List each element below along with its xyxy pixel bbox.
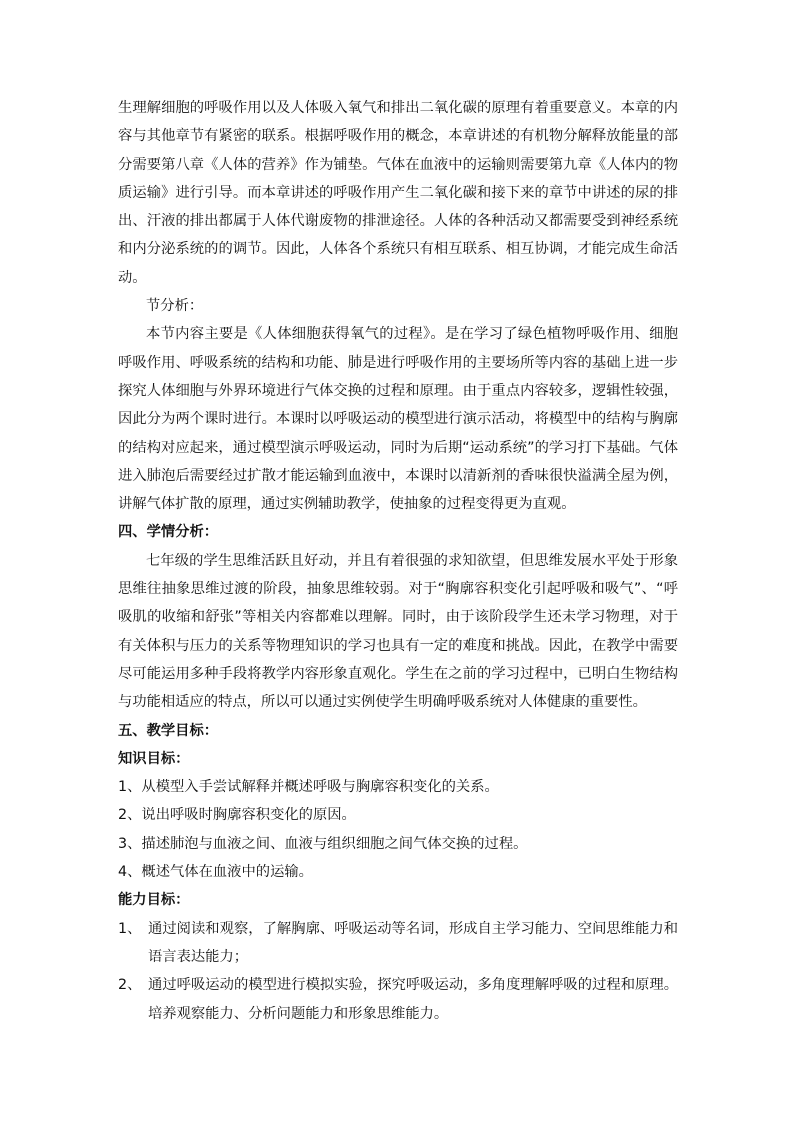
list-item bbox=[118, 773, 678, 801]
list-item bbox=[118, 801, 678, 829]
heading-learner-analysis: 四、学情分析： bbox=[118, 524, 219, 541]
learner-analysis-paragraph: 七年级的学生思维活跃且好动，并且有着很强的求知欲望，但思维发展水平处于形象思维往抽象思维过渡的阶段，抽象思维较弱。对于“胸廓容积变化引起呼吸和吸气”、“呼吸肌的收缩和舒张”等相关内容都难以理解。同时，由于该阶段学生还未学习物理，对于有关体积与压力的关系等物理知识的学习也具有一定的难度和挑战。因此，在教学中需要尽可能运用多种手段将教学内容形象直观化。学生在之前的学习过程中，已明白生物结构与功能相适应的特点，所以可以通过实例使学生明确呼吸系统对人体健康的重要性。 bbox=[118, 552, 678, 711]
list-item-number: 1、 bbox=[118, 920, 142, 937]
knowledge-goals-list bbox=[118, 773, 678, 886]
list-item bbox=[118, 915, 678, 972]
list-item-number: 4、 bbox=[118, 864, 142, 881]
list-item-number: 3、 bbox=[118, 835, 142, 852]
list-item-text: 描述肺泡与血液之间、血液与组织细胞之间气体交换的过程。 bbox=[141, 835, 528, 852]
document-body bbox=[118, 94, 678, 1028]
intro-paragraph: 生理解细胞的呼吸作用以及人体吸入氧气和排出二氧化碳的原理有着重要意义。本章的内容与其他章节有紧密的联系。根据呼吸作用的概念，本章讲述的有机物分解释放能量的部分需要第八章《人体的营养》作为铺垫。气体在血液中的运输则需要第九章《人体内的物质运输》进行引导。而本章讲述的呼吸作用产生二氧化碳和接下来的章节中讲述的尿的排出、汗液的排出都属于人体代谢废物的排泄途径。人体的各种活动又都需要受到神经系统和内分泌系统的的调节。因此，人体各个系统只有相互联系、相互协调，才能完成生命活动。 bbox=[118, 100, 678, 286]
heading-ability-goals: 能力目标： bbox=[118, 892, 190, 909]
list-item-text: 通过阅读和观察，了解胸廓、呼吸运动等名词，形成自主学习能力、空间思维能力和语言表达能力； bbox=[148, 920, 678, 965]
heading-teaching-goals: 五、教学目标： bbox=[118, 722, 219, 739]
ability-goals-list bbox=[118, 915, 678, 1028]
section-analysis-label: 节分析： bbox=[146, 298, 204, 315]
list-item bbox=[118, 830, 678, 858]
list-item bbox=[118, 971, 678, 1028]
heading-knowledge-goals: 知识目标： bbox=[118, 750, 190, 767]
list-item-text: 通过呼吸运动的模型进行模拟实验，探究呼吸运动，多角度理解呼吸的过程和原理。培养观察能力、分析问题能力和形象思维能力。 bbox=[148, 977, 678, 1022]
list-item bbox=[118, 858, 678, 886]
list-item-number: 2、 bbox=[118, 807, 142, 824]
section-analysis-paragraph: 本节内容主要是《人体细胞获得氧气的过程》。是在学习了绿色植物呼吸作用、细胞呼吸作用、呼吸系统的结构和功能、肺是进行呼吸作用的主要场所等内容的基础上进一步探究人体细胞与外界环境进行气体交换的过程和原理。由于重点内容较多，逻辑性较强，因此分为两个课时进行。本课时以呼吸运动的模型进行演示活动，将模型中的结构与胸廓的结构对应起来，通过模型演示呼吸运动，同时为后期“运动系统”的学习打下基础。气体进入肺泡后需要经过扩散才能运输到血液中，本课时以清新剂的香味很快溢满全屋为例，讲解气体扩散的原理，通过实例辅助教学，使抽象的过程变得更为直观。 bbox=[118, 326, 678, 513]
list-item-number: 1、 bbox=[118, 779, 142, 796]
list-item-text: 从模型入手尝试解释并概述呼吸与胸廓容积变化的关系。 bbox=[141, 779, 499, 796]
list-item-text: 说出呼吸时胸廓容积变化的原因。 bbox=[141, 807, 356, 824]
list-item-text: 概述气体在血液中的运输。 bbox=[141, 864, 313, 881]
list-item-number: 2、 bbox=[118, 977, 142, 994]
